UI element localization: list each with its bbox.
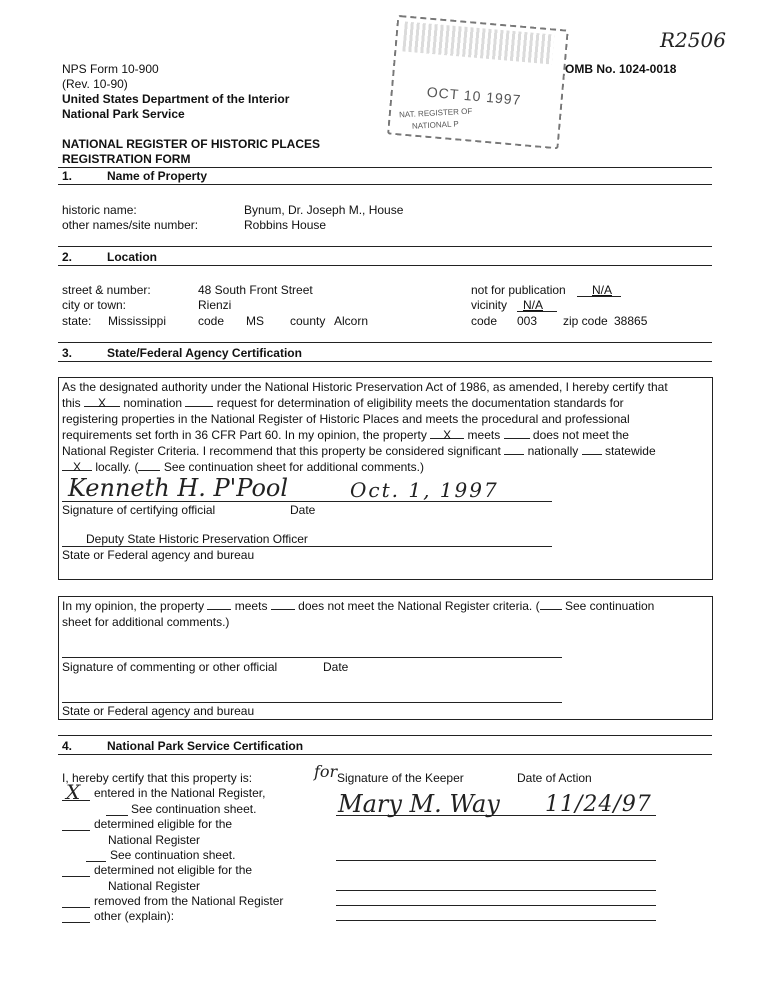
removed-label: removed from the National Register	[94, 894, 284, 908]
cert-line6	[62, 460, 424, 474]
other-names-label: other names/site number:	[62, 218, 199, 232]
continuation-blank	[138, 460, 160, 471]
county-label: county	[290, 314, 326, 328]
section4-number: 4.	[62, 739, 73, 753]
det-not-blank	[62, 876, 90, 877]
vicinity-underline	[517, 311, 557, 312]
historic-name-label: historic name:	[62, 203, 137, 217]
form-subtitle: REGISTRATION FORM	[62, 152, 191, 166]
divider	[58, 246, 712, 247]
locally-mark: X	[72, 460, 81, 474]
zip-label: zip code	[563, 314, 608, 328]
keeper-line-2	[336, 860, 656, 861]
divider	[58, 754, 712, 755]
opinion-line2: sheet for additional comments.)	[62, 615, 230, 629]
nfp-underline	[577, 296, 621, 297]
opinion-line1	[62, 599, 654, 613]
divider	[58, 361, 712, 362]
divider	[58, 342, 712, 343]
historic-name-value: Bynum, Dr. Joseph M., House	[244, 203, 404, 217]
other-names-value: Robbins House	[244, 218, 327, 232]
divider	[58, 265, 712, 266]
comment-signature-label: Signature of commenting or other official	[62, 660, 278, 674]
keeper-line-4	[336, 905, 656, 906]
form-revision: (Rev. 10-90)	[62, 77, 128, 91]
certifying-signature: Kenneth H. P'Pool	[68, 474, 289, 502]
cert-line2	[62, 396, 624, 410]
det-eligible-blank	[62, 830, 90, 831]
opinion-meets-blank	[207, 599, 231, 610]
meets-check	[430, 428, 464, 442]
national-blank	[504, 444, 524, 455]
det-eligible-register: National Register	[108, 833, 201, 847]
opinion-see: See continuation	[564, 599, 655, 613]
statewide-blank	[582, 444, 602, 455]
comment-signature-line	[62, 657, 562, 658]
not-meet-blank	[504, 428, 530, 439]
cert-continuation: See continuation sheet for additional comments.)	[163, 460, 424, 474]
keeper-line	[336, 815, 656, 816]
request-blank	[185, 396, 213, 407]
signature-label: Signature of certifying official	[62, 503, 216, 517]
section4-title: National Park Service Certification	[107, 739, 304, 753]
cert-line4	[62, 428, 629, 442]
date-label: Date	[290, 503, 316, 517]
section1-number: 1.	[62, 169, 73, 183]
meets-mark: X	[443, 428, 452, 442]
nomination-check	[84, 396, 120, 410]
cert-line5	[62, 444, 656, 458]
cert-meets: meets	[467, 428, 501, 442]
removed-blank	[62, 907, 90, 908]
vicinity-value: N/A	[523, 298, 544, 312]
not-for-publication-label: not for publication	[471, 283, 566, 297]
keeper-line-3	[336, 890, 656, 891]
section3-number: 3.	[62, 346, 73, 360]
code-label: code	[198, 314, 225, 328]
keeper-signature: Mary M. Way	[338, 790, 500, 818]
opinion-cont-blank	[540, 599, 562, 610]
section2-title: Location	[107, 250, 157, 264]
opinion-notmeet-blank	[271, 599, 295, 610]
date-of-action: 11/24/97	[545, 792, 652, 817]
state-label: state:	[62, 314, 92, 328]
det-not-register: National Register	[108, 879, 201, 893]
date-of-action-label: Date of Action	[517, 771, 592, 785]
entered-blank	[62, 800, 90, 801]
opinion-notmeet: does not meet the National Register criteria. (	[298, 599, 540, 613]
other-label: other (explain):	[94, 909, 175, 923]
stamp-date: OCT 10 1997	[426, 83, 523, 108]
divider	[58, 184, 712, 185]
agency-line	[62, 546, 552, 547]
code-value: MS	[246, 314, 264, 328]
state-value: Mississippi	[108, 314, 167, 328]
form-number: NPS Form 10-900	[62, 62, 159, 76]
divider	[58, 735, 712, 736]
for-note: for	[314, 762, 338, 781]
divider	[58, 167, 712, 168]
cert-line3: registering properties in the National Register of Historic Places and meets the procedural and professional	[62, 412, 630, 426]
county-code-label: code	[471, 314, 498, 328]
see1-blank	[106, 815, 128, 816]
entered-label: entered in the National Register,	[94, 786, 266, 800]
comment-date-label: Date	[323, 660, 349, 674]
department: United States Department of the Interior	[62, 92, 290, 106]
stamp-line2: NATIONAL P	[411, 119, 459, 131]
det-not-label: determined not eligible for the	[94, 863, 253, 877]
street-value: 48 South Front Street	[198, 283, 313, 297]
cert-criteria: National Register Criteria. I recommend that this property be considered significant	[62, 444, 501, 458]
keeper-line-5	[336, 920, 656, 921]
cert-line1: As the designated authority under the National Historic Preservation Act of 1986, as amended, I hereby certify that	[62, 380, 668, 394]
county-value: Alcorn	[334, 314, 369, 328]
county-code-value: 003	[517, 314, 538, 328]
vicinity-label: vicinity	[471, 298, 508, 312]
cert-request: request for determination of eligibility meets the documentation standards for	[216, 396, 624, 410]
see-continuation-2: See continuation sheet.	[110, 848, 236, 862]
det-eligible-label: determined eligible for the	[94, 817, 233, 831]
comment-agency-label: State or Federal agency and bureau	[62, 704, 255, 718]
opinion-meets: meets	[234, 599, 268, 613]
signature-line	[62, 501, 552, 502]
received-stamp	[387, 15, 567, 147]
section2-number: 2.	[62, 250, 73, 264]
city-value: Rienzi	[198, 298, 232, 312]
service: National Park Service	[62, 107, 185, 121]
agency-label: State or Federal agency and bureau	[62, 548, 255, 562]
cert-not-meet: does not meet the	[532, 428, 629, 442]
nomination-mark: X	[98, 396, 107, 410]
corner-note: R2506	[660, 28, 726, 52]
see2-blank	[86, 861, 106, 862]
form-title: NATIONAL REGISTER OF HISTORIC PLACES	[62, 137, 321, 151]
nps-intro: I, hereby certify that this property is:	[62, 771, 253, 785]
section3-title: State/Federal Agency Certification	[107, 346, 302, 360]
stamp-line1: NAT. REGISTER OF	[398, 106, 473, 120]
cert-nomination: nomination	[123, 396, 183, 410]
opinion-text: In my opinion, the property	[62, 599, 205, 613]
cert-nationally: nationally	[527, 444, 579, 458]
city-label: city or town:	[62, 298, 127, 312]
other-blank	[62, 922, 90, 923]
keeper-signature-label: Signature of the Keeper	[337, 771, 464, 785]
official-title: Deputy State Historic Preservation Officer	[86, 532, 308, 546]
cert-this: this	[62, 396, 81, 410]
street-label: street & number:	[62, 283, 151, 297]
see-continuation-1: See continuation sheet.	[131, 802, 257, 816]
cert-statewide: statewide	[604, 444, 656, 458]
not-for-publication-value: N/A	[592, 283, 613, 297]
omb-number: OMB No. 1024-0018	[565, 62, 677, 76]
cert-requirements: requirements set forth in 36 CFR Part 60. In my opinion, the property	[62, 428, 427, 442]
entered-mark: X	[66, 780, 81, 804]
locally-check	[62, 460, 92, 474]
certifying-date: Oct. 1, 1997	[350, 478, 499, 502]
comment-agency-line	[62, 702, 562, 703]
section1-title: Name of Property	[107, 169, 208, 183]
cert-locally: locally. (	[95, 460, 139, 474]
zip-value: 38865	[614, 314, 648, 328]
